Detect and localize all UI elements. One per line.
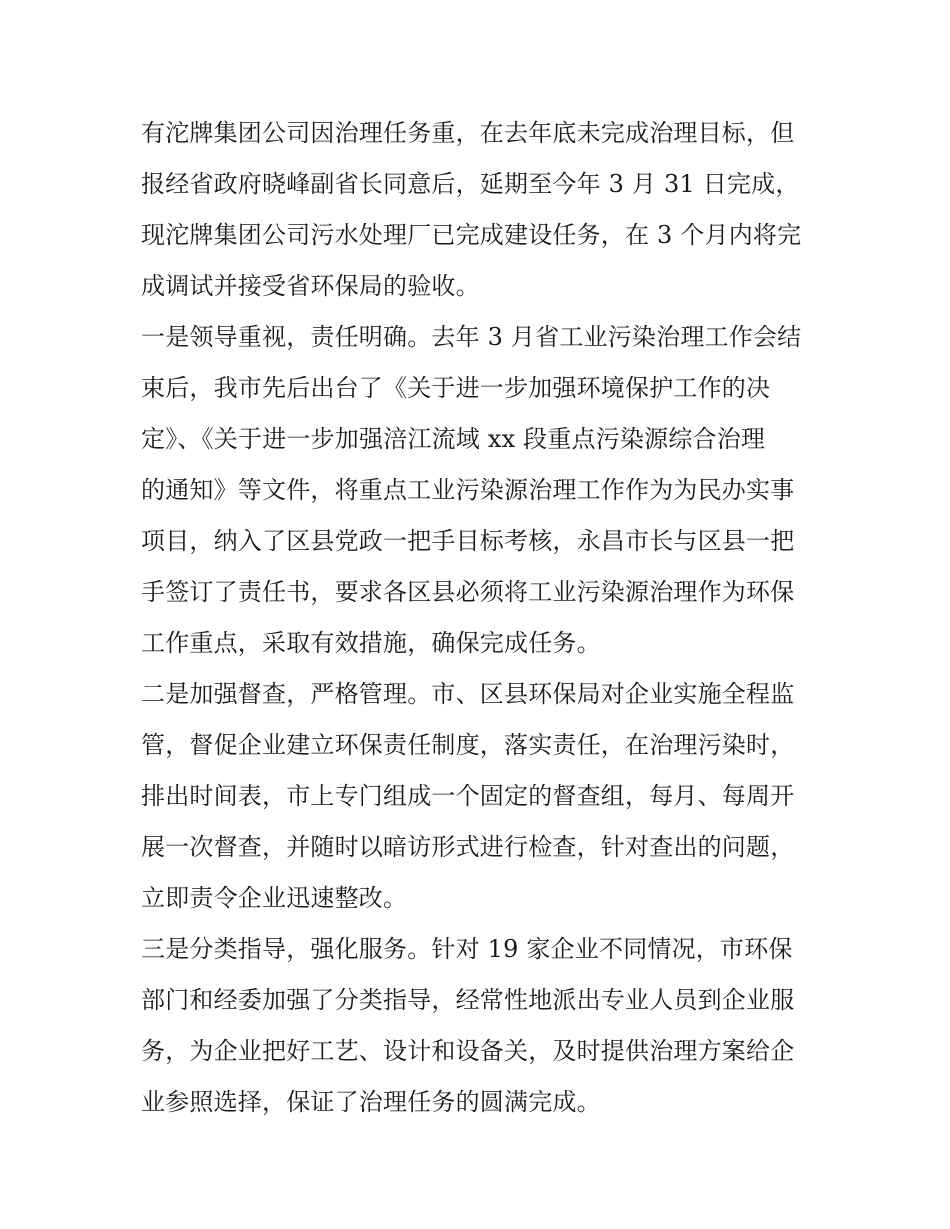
text-line: 务，为企业把好工艺、设计和设备关，及时提供治理方案给企 bbox=[141, 1037, 795, 1065]
text-line: 管，督促企业建立环保责任制度，落实责任，在治理污染时， bbox=[141, 731, 795, 759]
text-line: 业参照选择，保证了治理任务的圆满完成。 bbox=[141, 1088, 601, 1116]
text-line: 项目，纳入了区县党政一把手目标考核，永昌市长与区县一把 bbox=[141, 527, 795, 555]
text-line: 立即责令企业迅速整改。 bbox=[141, 884, 408, 912]
text-line: 成调试并接受省环保局的验收。 bbox=[141, 272, 480, 300]
text-line: 工作重点，采取有效措施，确保完成任务。 bbox=[141, 629, 601, 657]
text-line: 有沱牌集团公司因治理任务重，在去年底未完成治理目标，但 bbox=[141, 119, 795, 147]
text-line: 一是领导重视，责任明确。去年 3 月省工业污染治理工作会结 bbox=[141, 323, 802, 351]
text-line: 的通知》等文件，将重点工业污染源治理工作作为为民办实事 bbox=[141, 476, 795, 504]
text-line: 手签订了责任书，要求各区县必须将工业污染源治理作为环保 bbox=[141, 578, 795, 606]
text-line: 三是分类指导，强化服务。针对 19 家企业不同情况，市环保 bbox=[141, 935, 793, 963]
document-body bbox=[141, 108, 816, 1128]
text-line: 部门和经委加强了分类指导，经常性地派出专业人员到企业服 bbox=[141, 986, 795, 1014]
text-line: 二是加强督查，严格管理。市、区县环保局对企业实施全程监 bbox=[141, 680, 795, 708]
text-line: 束后，我市先后出台了《关于进一步加强环境保护工作的决 bbox=[141, 374, 771, 402]
text-line: 展一次督查，并随时以暗访形式进行检查，针对查出的问题， bbox=[141, 833, 795, 861]
text-line: 报经省政府晓峰副省长同意后，延期至今年 3 月 31 日完成， bbox=[141, 170, 800, 198]
text-line: 排出时间表，市上专门组成一个固定的督查组，每月、每周开 bbox=[141, 782, 795, 810]
text-line: 定》、《关于进一步加强涪江流域 xx 段重点污染源综合治理 bbox=[141, 425, 766, 453]
text-line: 现沱牌集团公司污水处理厂已完成建设任务，在 3 个月内将完 bbox=[141, 221, 802, 249]
